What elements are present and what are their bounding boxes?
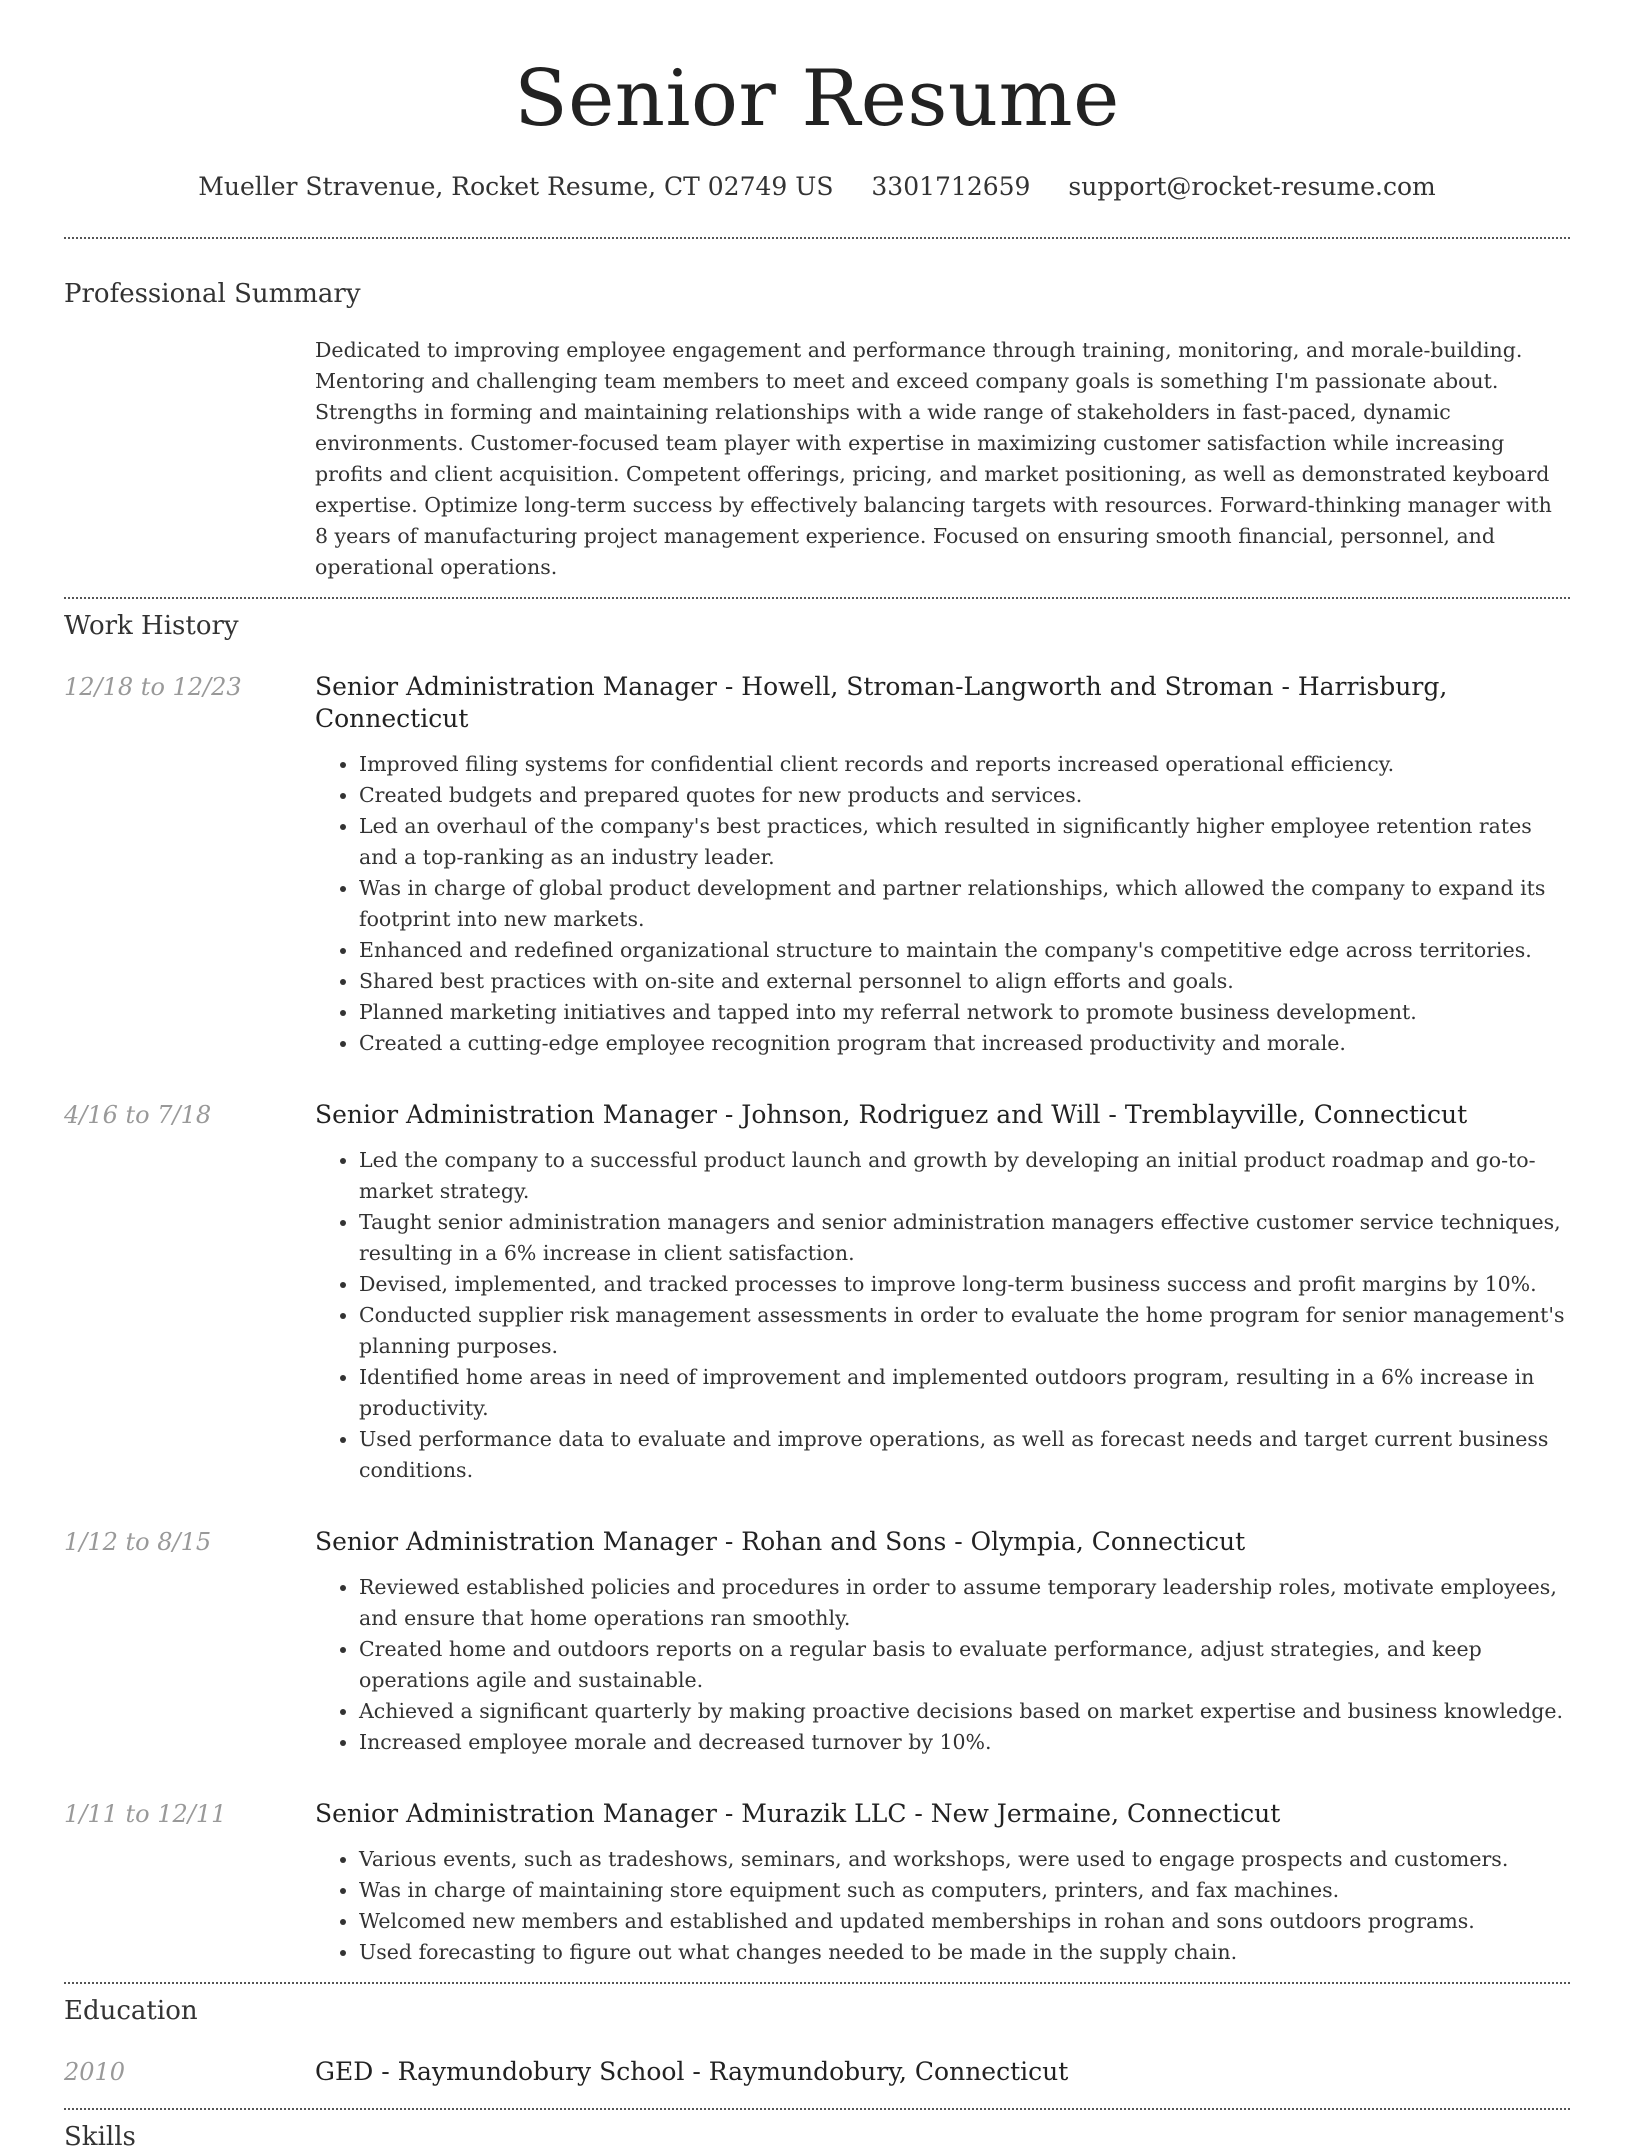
job-entry [64, 671, 1570, 1059]
job-bullets [315, 1572, 1570, 1758]
contact-email: support@rocket-resume.com [1068, 172, 1436, 201]
job-bullet: • Reviewed established policies and procedures in order to assume temporary leadership roles, motivate employees, and ensure that home operations ran smoothly. [359, 1572, 1570, 1634]
job-bullet: • Conducted supplier risk management assessments in order to evaluate the home program for senior management's planning purposes. [359, 1300, 1570, 1362]
contact-address: Mueller Stravenue, Rocket Resume, CT 02749 US [198, 172, 834, 201]
resume-page [64, 0, 1570, 2152]
job-bullet: • Planned marketing initiatives and tapped into my referral network to promote business development. [359, 997, 1570, 1028]
job-title: Senior Administration Manager - Rohan and Sons - Olympia, Connecticut [315, 1527, 1246, 1556]
skills-heading: Skills [64, 2122, 136, 2152]
job-bullet: • Was in charge of maintaining store equipment such as computers, printers, and fax machines. [359, 1875, 1570, 1906]
job-bullet: • Used performance data to evaluate and improve operations, as well as forecast needs and target current business conditions. [359, 1424, 1570, 1486]
section-divider [64, 597, 1570, 599]
job-bullets [315, 1145, 1570, 1486]
job-bullet: • Devised, implemented, and tracked processes to improve long-term business success and profit margins by 10%. [359, 1269, 1570, 1300]
job-bullet: • Led the company to a successful product launch and growth by developing an initial product roadmap and go-to-market strategy. [359, 1145, 1570, 1207]
education-year: 2010 [64, 2058, 126, 2086]
job-title: Senior Administration Manager - Johnson, Rodriguez and Will - Tremblayville, Connecticut [315, 1100, 1468, 1129]
job-title: Senior Administration Manager - Howell, Stroman-Langworth and Stroman - Harrisburg, Connecticut [315, 672, 1448, 733]
job-bullet: • Created home and outdoors reports on a regular basis to evaluate performance, adjust strategies, and keep operations agile and sustainable. [359, 1634, 1570, 1696]
job-bullet: • Identified home areas in need of improvement and implemented outdoors program, resulting in a 6% increase in productivity. [359, 1362, 1570, 1424]
job-entry [64, 1798, 1570, 1968]
education-title: GED - Raymundobury School - Raymundobury, Connecticut [315, 2057, 1069, 2086]
section-divider [64, 237, 1570, 239]
work-history-list [64, 671, 1570, 1968]
education-heading: Education [64, 1996, 198, 2026]
contact-phone: 3301712659 [871, 172, 1031, 201]
job-dates: 12/18 to 12/23 [64, 673, 242, 701]
education-entry [64, 2056, 1570, 2108]
work-history-heading: Work History [64, 611, 239, 641]
section-divider [64, 2108, 1570, 2110]
job-bullet: • Used forecasting to figure out what changes needed to be made in the supply chain. [359, 1937, 1570, 1968]
job-dates: 1/12 to 8/15 [64, 1528, 212, 1556]
job-bullets [315, 749, 1570, 1059]
job-bullet: • Created a cutting-edge employee recognition program that increased productivity and morale. [359, 1028, 1570, 1059]
job-entry [64, 1099, 1570, 1486]
job-title: Senior Administration Manager - Murazik LLC - New Jermaine, Connecticut [315, 1799, 1281, 1828]
job-bullet: • Shared best practices with on-site and external personnel to align efforts and goals. [359, 966, 1570, 997]
job-bullet: • Taught senior administration managers and senior administration managers effective customer service techniques, resulting in a 6% increase in client satisfaction. [359, 1207, 1570, 1269]
job-bullet: • Created budgets and prepared quotes for new products and services. [359, 780, 1570, 811]
resume-name: Senior Resume [514, 54, 1120, 144]
job-bullet: • Improved filing systems for confidential client records and reports increased operational efficiency. [359, 749, 1570, 780]
section-divider [64, 1982, 1570, 1984]
job-bullet: • Welcomed new members and established and updated memberships in rohan and sons outdoors programs. [359, 1906, 1570, 1937]
job-bullet: • Increased employee morale and decreased turnover by 10%. [359, 1727, 1570, 1758]
job-bullet: • Various events, such as tradeshows, seminars, and workshops, were used to engage prospects and customers. [359, 1844, 1570, 1875]
job-dates: 4/16 to 7/18 [64, 1101, 212, 1129]
job-bullet: • Was in charge of global product development and partner relationships, which allowed the company to expand its footprint into new markets. [359, 873, 1570, 935]
job-bullets [315, 1844, 1570, 1968]
job-bullet: • Enhanced and redefined organizational structure to maintain the company's competitive edge across territories. [359, 935, 1570, 966]
job-bullet: • Achieved a significant quarterly by making proactive decisions based on market expertise and business knowledge. [359, 1696, 1570, 1727]
job-bullet: • Led an overhaul of the company's best practices, which resulted in significantly higher employee retention rates and a top-ranking as an industry leader. [359, 811, 1570, 873]
summary-heading: Professional Summary [64, 279, 361, 309]
contact-line [64, 172, 1570, 201]
job-dates: 1/11 to 12/11 [64, 1800, 227, 1828]
summary-text: Dedicated to improving employee engagement and performance through training, monitoring, and morale-building. Mentoring and challenging team members to meet and exceed company goals is something I'm passionate about. Strengths in forming and maintaining relationships with a wide range of stakeholders in fast-paced, dynamic environments. Customer-focused team player with expertise in maximizing customer satisfaction while increasing profits and client acquisition. Competent offerings, pricing, and market positioning, as well as demonstrated keyboard expertise. Optimize long-term success by effectively balancing targets with resources. Forward-thinking manager with 8 years of manufacturing project management experience. Focused on ensuring smooth financial, personnel, and operational operations. [315, 338, 1552, 579]
job-entry [64, 1526, 1570, 1758]
